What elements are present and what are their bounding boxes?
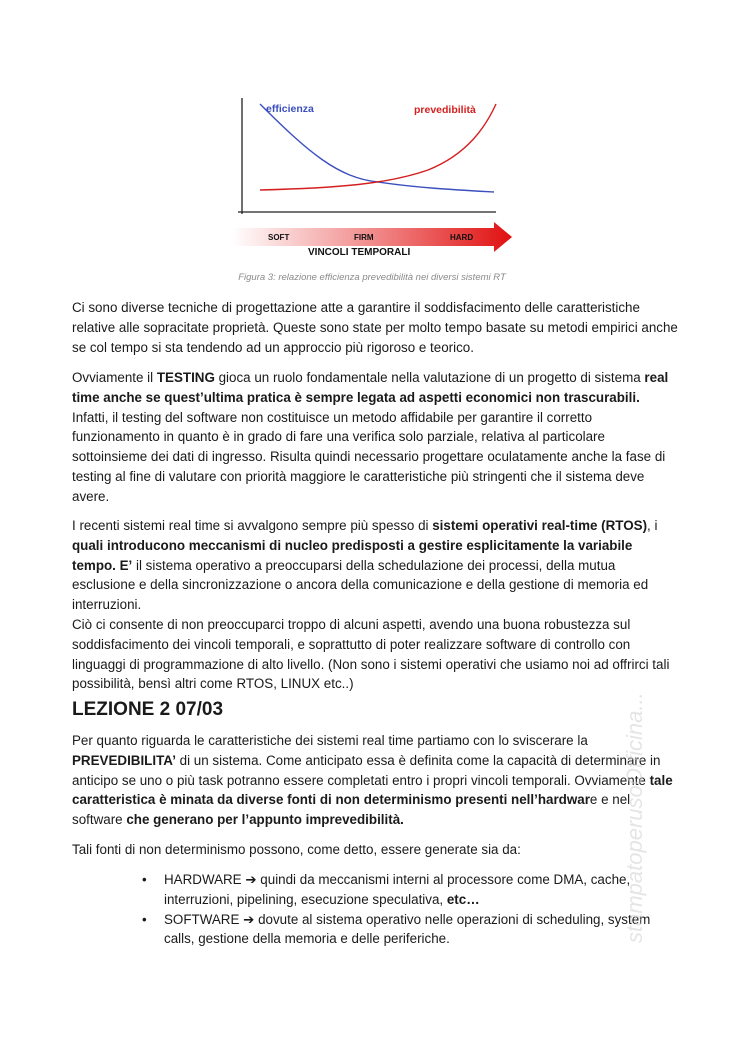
text-run: di un sistema. Come anticipato essa è definita come la capacità di determinare in anticipo se uno o più task potranno essere completati entro i propri vincoli temporali. Ovviamente <box>72 752 661 788</box>
bold-etc: etc… <box>446 891 480 907</box>
efficienza-curve <box>260 104 494 192</box>
text-run: Ovviamente il <box>72 370 157 385</box>
arrow-icon: ➔ <box>245 872 257 887</box>
text-run: gioca un ruolo fondamentale nella valutazione di un progetto di sistema <box>214 370 645 385</box>
efficienza-label: efficienza <box>266 103 314 115</box>
text-run: e e nel software <box>72 792 631 828</box>
list-item <box>142 870 662 910</box>
bold-imprevedibilita: che generano per l’appunto imprevedibilità. <box>126 812 404 828</box>
figure-caption: Figura 3: relazione efficienza prevedibilità nei diversi sistemi RT <box>238 272 506 283</box>
firm-label: FIRM <box>354 233 374 242</box>
bold-meccanismi: quali introducono meccanismi di nucleo predisposti a gestire esplicitamente la variabile tempo. E’ <box>72 537 633 573</box>
bold-real-time: real time anche se quest’ultima pratica è sempre legata ad aspetti economici non trascurabili. <box>72 370 669 405</box>
bold-testing: TESTING <box>156 370 215 385</box>
watermark-text: stampatoperusoOfficina... <box>622 692 647 943</box>
paragraph-rtos <box>72 516 678 694</box>
text-run: quindi da meccanismi interni al processore come DMA, cache, interruzioni, pipelining, esecuzione speculativa, <box>164 872 631 907</box>
soft-label: SOFT <box>268 233 290 242</box>
text-run: Infatti, il testing del software non costituisce un metodo affidabile per garantire il corretto funzionamento in quanto è in grado di fare una verifica solo parziale, relativa al particolare sottoinsieme dei dati di ingresso. Risulta quindi necessario progettare oculatamente anche la fase di testing al fine di valutare con priorità maggiore le caratteristiche più stringenti che il sistema deve avere. <box>72 409 666 504</box>
efficiency-predictability-figure <box>228 92 518 264</box>
paragraph-fonti: Tali fonti di non determinismo possono, come detto, essere generate sia da: <box>72 842 521 857</box>
bold-rtos: sistemi operativi real-time (RTOS) <box>432 518 648 533</box>
arrow-icon: ➔ <box>243 911 255 927</box>
bold-caratteristica: tale caratteristica è minata da diverse fonti di non determinismo presenti nell’hardwar <box>72 772 673 808</box>
text-run: il sistema operativo a preoccuparsi della schedulazione dei processi, della mutua esclusione e della sincronizzazione o ancora della comunicazione e della gestione di memoria ed interruzioni. <box>72 557 649 613</box>
hard-label: HARD <box>450 233 474 242</box>
vincoli-temporali-label: VINCOLI TEMPORALI <box>308 247 411 258</box>
paragraph-testing <box>72 368 678 507</box>
prevedibilita-curve <box>260 104 496 190</box>
list-item <box>142 910 662 950</box>
text-run: dovute al sistema operativo nelle operazioni di scheduling, system calls, gestione della memoria e delle periferiche. <box>164 911 651 947</box>
text-run: , i <box>647 518 658 533</box>
lesson-heading: LEZIONE 2 07/03 <box>72 699 224 720</box>
bullet-list <box>142 870 662 949</box>
text-run: HARDWARE <box>164 872 246 887</box>
text-run: SOFTWARE <box>164 911 244 927</box>
watermark <box>616 545 656 945</box>
prevedibilita-label: prevedibilità <box>414 104 476 116</box>
text-run: Per quanto riguarda le caratteristiche dei sistemi real time partiamo con lo sviscerare la <box>72 733 588 748</box>
paragraph-tecniche: Ci sono diverse tecniche di progettazione atte a garantire il soddisfacimento delle caratteristiche relative alle sopracitate proprietà. Queste sono state per molto tempo basate su metodi empirici anche se col tempo si sta tendendo ad un approccio più rigoroso e teorico. <box>72 300 678 355</box>
bold-prevedibilita: PREVEDIBILITA’ <box>72 752 176 768</box>
paragraph-prevedibilita <box>72 731 678 830</box>
text-run: Ciò ci consente di non preoccuparci troppo di alcuni aspetti, avendo una buona robustezza sul soddisfacimento dei vincoli temporali, e soprattutto di poter realizzare software di controllo con linguaggi di programmazione di alto livello. (Non sono i sistemi operativi che usiamo noi ad offrirci tali possibilità, bensì altri come RTOS, LINUX etc..) <box>72 616 670 692</box>
text-run: I recenti sistemi real time si avvalgono sempre più spesso di <box>72 518 433 533</box>
